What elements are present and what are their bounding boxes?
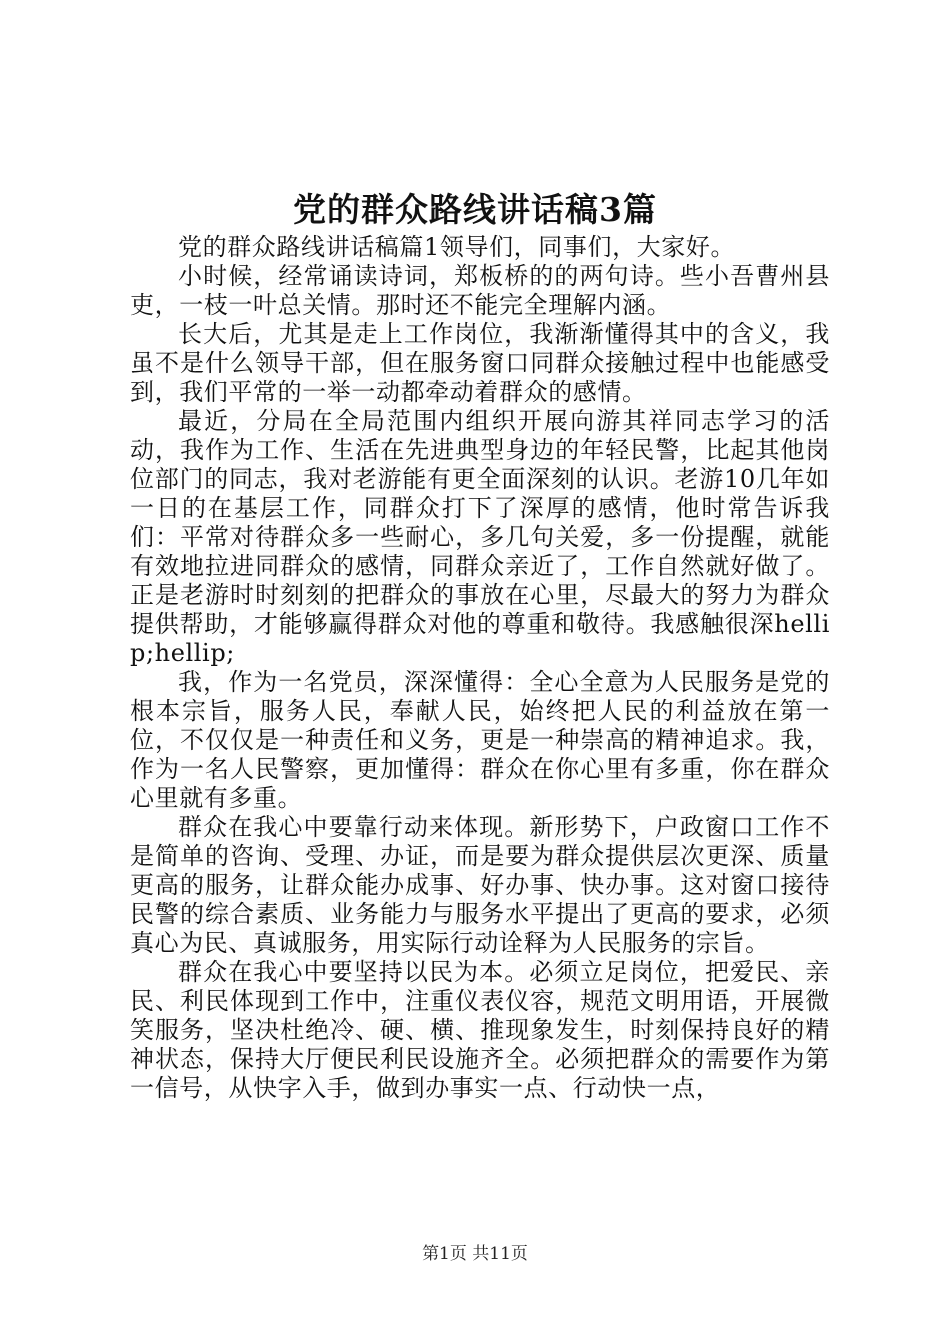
document-title: 党的群众路线讲话稿3篇 bbox=[293, 190, 657, 229]
paragraph-3: 长大后，尤其是走上工作岗位，我渐渐懂得其中的含义，我虽不是什么领导干部，但在服务窗口同群众接触过程中也能感受到，我们平常的一举一动都牵动着群众的感情。 bbox=[130, 320, 830, 406]
paragraph-4: 最近，分局在全局范围内组织开展向游其祥同志学习的活动，我作为工作、生活在先进典型身边的年轻民警，比起其他岗位部门的同志，我对老游能有更全面深刻的认识。老游10几年如一日的在基层工作，同群众打下了深厚的感情，他时常告诉我们：平常对待群众多一些耐心，多几句关爱，多一份提醒，就能有效地拉进同群众的感情，同群众亲近了，工作自然就好做了。正是老游时时刻刻的把群众的事放在心里，尽最大的努力为群众提供帮助，才能够赢得群众对他的尊重和敬待。我感触很深hellip;hellip; bbox=[130, 407, 830, 667]
paragraph-7: 群众在我心中要坚持以民为本。必须立足岗位，把爱民、亲民、利民体现到工作中，注重仪表仪容，规范文明用语，开展微笑服务，坚决杜绝冷、硬、横、推现象发生，时刻保持良好的精神状态，保持大厅便民利民设施齐全。必须把群众的需要作为第一信号，从快字入手，做到办事实一点、行动快一点， bbox=[130, 958, 830, 1102]
paragraph-6: 群众在我心中要靠行动来体现。新形势下，户政窗口工作不是简单的咨询、受理、办证，而是要为群众提供层次更深、质量更高的服务，让群众能办成事、好办事、快办事。这对窗口接待民警的综合素质、业务能力与服务水平提出了更高的要求，必须真心为民、真诚服务，用实际行动诠释为人民服务的宗旨。 bbox=[130, 813, 830, 957]
paragraph-5: 我，作为一名党员，深深懂得：全心全意为人民服务是党的根本宗旨，服务人民，奉献人民，始终把人民的利益放在第一位，不仅仅是一种责任和义务，更是一种崇高的精神追求。我，作为一名人民警察，更加懂得：群众在你心里有多重，你在群众心里就有多重。 bbox=[130, 668, 830, 812]
page-number-footer: 第1页 共11页 bbox=[422, 1244, 528, 1264]
paragraph-1: 党的群众路线讲话稿篇1领导们，同事们，大家好。 bbox=[178, 233, 736, 261]
document-body bbox=[130, 233, 830, 1103]
paragraph-2: 小时候，经常诵读诗词，郑板桥的的两句诗。些小吾曹州县吏，一枝一叶总关情。那时还不能完全理解内涵。 bbox=[130, 262, 830, 319]
